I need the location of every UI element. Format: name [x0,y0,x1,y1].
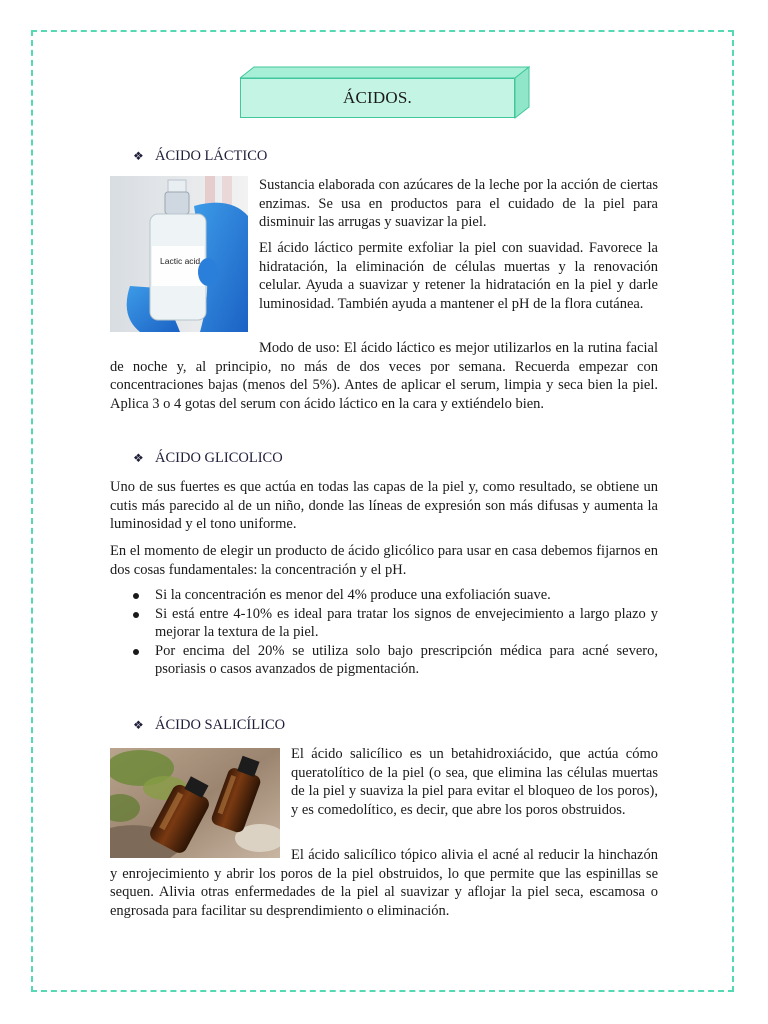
title-banner [240,66,530,120]
diamond-bullet-icon: ❖ [133,451,144,465]
heading-glycolic [133,450,283,467]
heading-glycolic-text: ÁCIDO GLICOLICO [155,450,283,466]
salicylic-paragraph-2: El ácido salicílico tópico alivia el acné al reducir la hinchazón y enrojecimiento y abrir los poros de la piel obstruidos, lo que permite que las espinillas se sequen. Alivia otras enfermedades de la piel al suavizar y aflojar la piel seca, escamosa o engrosada para facilitar su desprendimiento o eliminación. [110,847,658,919]
lactic-bottle-label: Lactic acid [160,256,201,266]
bullet-dot-icon [133,649,139,655]
glycolic-paragraph-2: En el momento de elegir un producto de ácido glicólico para usar en casa debemos fijarnos en dos cosas fundamentales: la concentración y el pH. [110,543,658,578]
list-item: Si está entre 4-10% es ideal para tratar los signos de envejecimiento a largo plazo y mejorar la textura de la piel. [110,605,658,642]
lactic-paragraph-2: El ácido láctico permite exfoliar la piel con suavidad. Favorece la hidratación, la eliminación de células muertas y la renovación celular. Ayuda a suavizar y retener la hidratación en la piel y darle luminosidad. También ayuda a mantener el pH de la flora cutánea. [259,240,658,312]
salicylic-acid-image [110,748,280,858]
diamond-bullet-icon: ❖ [133,149,144,163]
heading-lactic [133,148,267,165]
glycolic-bullet-list [110,586,658,679]
list-item: Si la concentración es menor del 4% produce una exfoliación suave. [110,586,658,605]
diamond-bullet-icon: ❖ [133,718,144,732]
lactic-acid-image [110,176,248,332]
heading-salicylic [133,717,285,734]
list-item: Por encima del 20% se utiliza solo bajo prescripción médica para acné severo, psoriasis o casos avanzados de pigmentación. [110,642,658,679]
glycolic-paragraph-1: Uno de sus fuertes es que actúa en todas las capas de la piel y, como resultado, se obtiene un cutis más parecido al de un niño, donde las líneas de expresión son más difusas y aumenta la luminosidad y el tono uniforme. [110,479,658,533]
salicylic-paragraph-1: El ácido salicílico es un betahidroxiácido, que actúa cómo queratolítico de la piel (o sea, que elimina las células muertas de la piel y suaviza la piel para evitar el bloqueo de los poros), y es comedolítico, es decir, que abre los poros obstruidos. [291,746,658,818]
heading-lactic-text: ÁCIDO LÁCTICO [155,148,268,164]
page-title: ÁCIDOS. [240,78,515,118]
bullet-dot-icon [133,593,139,599]
lactic-paragraph-1: Sustancia elaborada con azúcares de la leche por la acción de ciertas enzimas. Se usa en productos para el cuidado de la piel para disminuir las arrugas y suavizar la piel. [259,177,658,231]
heading-salicylic-text: ÁCIDO SALICÍLICO [155,717,286,733]
bullet-dot-icon [133,612,139,618]
lactic-paragraph-3: Modo de uso: El ácido láctico es mejor utilizarlos en la rutina facial de noche y, al principio, no más de dos veces por semana. Recuerda empezar con concentraciones bajas (menos del 5%). Antes de aplicar el serum, limpia y seca bien la piel. Aplica 3 o 4 gotas del serum con ácido láctico en la cara y extiéndelo bien. [110,340,658,412]
